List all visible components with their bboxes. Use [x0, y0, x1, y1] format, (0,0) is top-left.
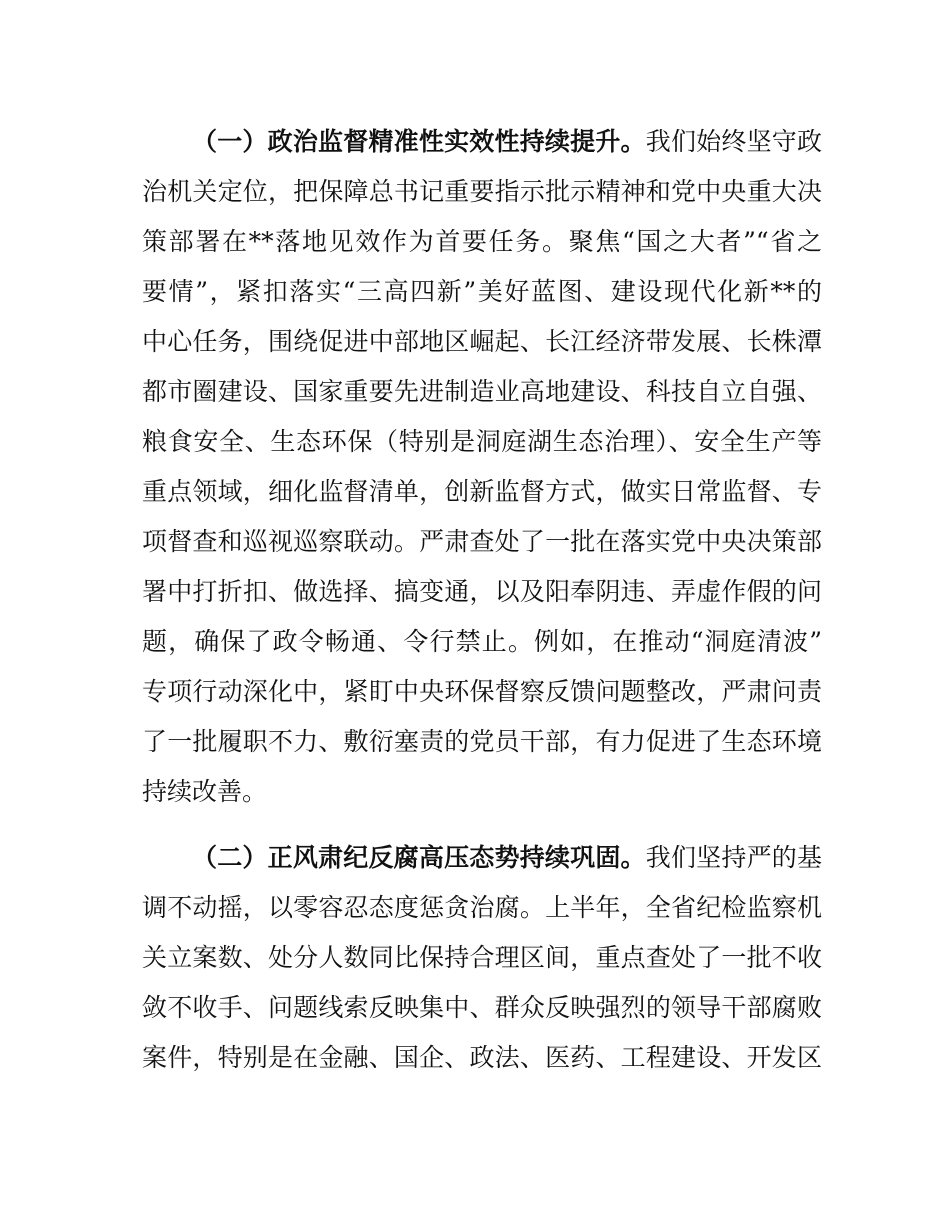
section1-line: 我们始终坚守政: [645, 127, 822, 156]
section1-first-line: [192, 127, 822, 157]
section1-line: 中心任务，围绕促进中部地区崛起、长江经济带发展、长株潭: [142, 327, 822, 356]
section2-heading: （二）正风肃纪反腐高压态势持续巩固。: [192, 843, 646, 872]
section1-line: 了一批履职不力、敷衍塞责的党员干部，有力促进了生态环境: [142, 727, 822, 756]
section1-line: 专项行动深化中，紧盯中央环保督察反馈问题整改，严肃问责: [142, 677, 822, 706]
section1-line: 重点领域，细化监督清单，创新监督方式，做实日常监督、专: [142, 477, 822, 506]
section1-line: 粮食安全、生态环保（特别是洞庭湖生态治理）、安全生产等: [142, 427, 822, 456]
section2-line: 敛不收手、问题线索反映集中、群众反映强烈的领导干部腐败: [142, 993, 822, 1022]
section1-line: 都市圈建设、国家重要先进制造业高地建设、科技自立自强、: [142, 377, 822, 406]
section2-line: 我们坚持严的基: [645, 843, 822, 872]
section1-heading: （一）政治监督精准性实效性持续提升。: [192, 127, 646, 156]
section2-first-line: [192, 843, 822, 873]
section1-line: 治机关定位，把保障总书记重要指示批示精神和党中央重大决: [142, 177, 822, 206]
section1-line: 项督查和巡视巡察联动。严肃查处了一批在落实党中央决策部: [142, 527, 822, 556]
section1-line: 署中打折扣、做选择、搞变通，以及阳奉阴违、弄虚作假的问: [142, 577, 822, 606]
section2-line: 调不动摇，以零容忍态度惩贪治腐。上半年，全省纪检监察机: [142, 893, 822, 922]
section1-line: 题，确保了政令畅通、令行禁止。例如，在推动“洞庭清波”: [142, 627, 822, 656]
section1-line: 要情”，紧扣落实“三高四新”美好蓝图、建设现代化新**的: [142, 277, 822, 306]
section2-line: 案件，特别是在金融、国企、政法、医药、工程建设、开发区: [142, 1043, 822, 1072]
section1-line: 策部署在**落地见效作为首要任务。聚焦“国之大者”“省之: [142, 227, 822, 256]
section2-line: 关立案数、处分人数同比保持合理区间，重点查处了一批不收: [142, 943, 822, 972]
section1-line: 持续改善。: [142, 777, 268, 806]
